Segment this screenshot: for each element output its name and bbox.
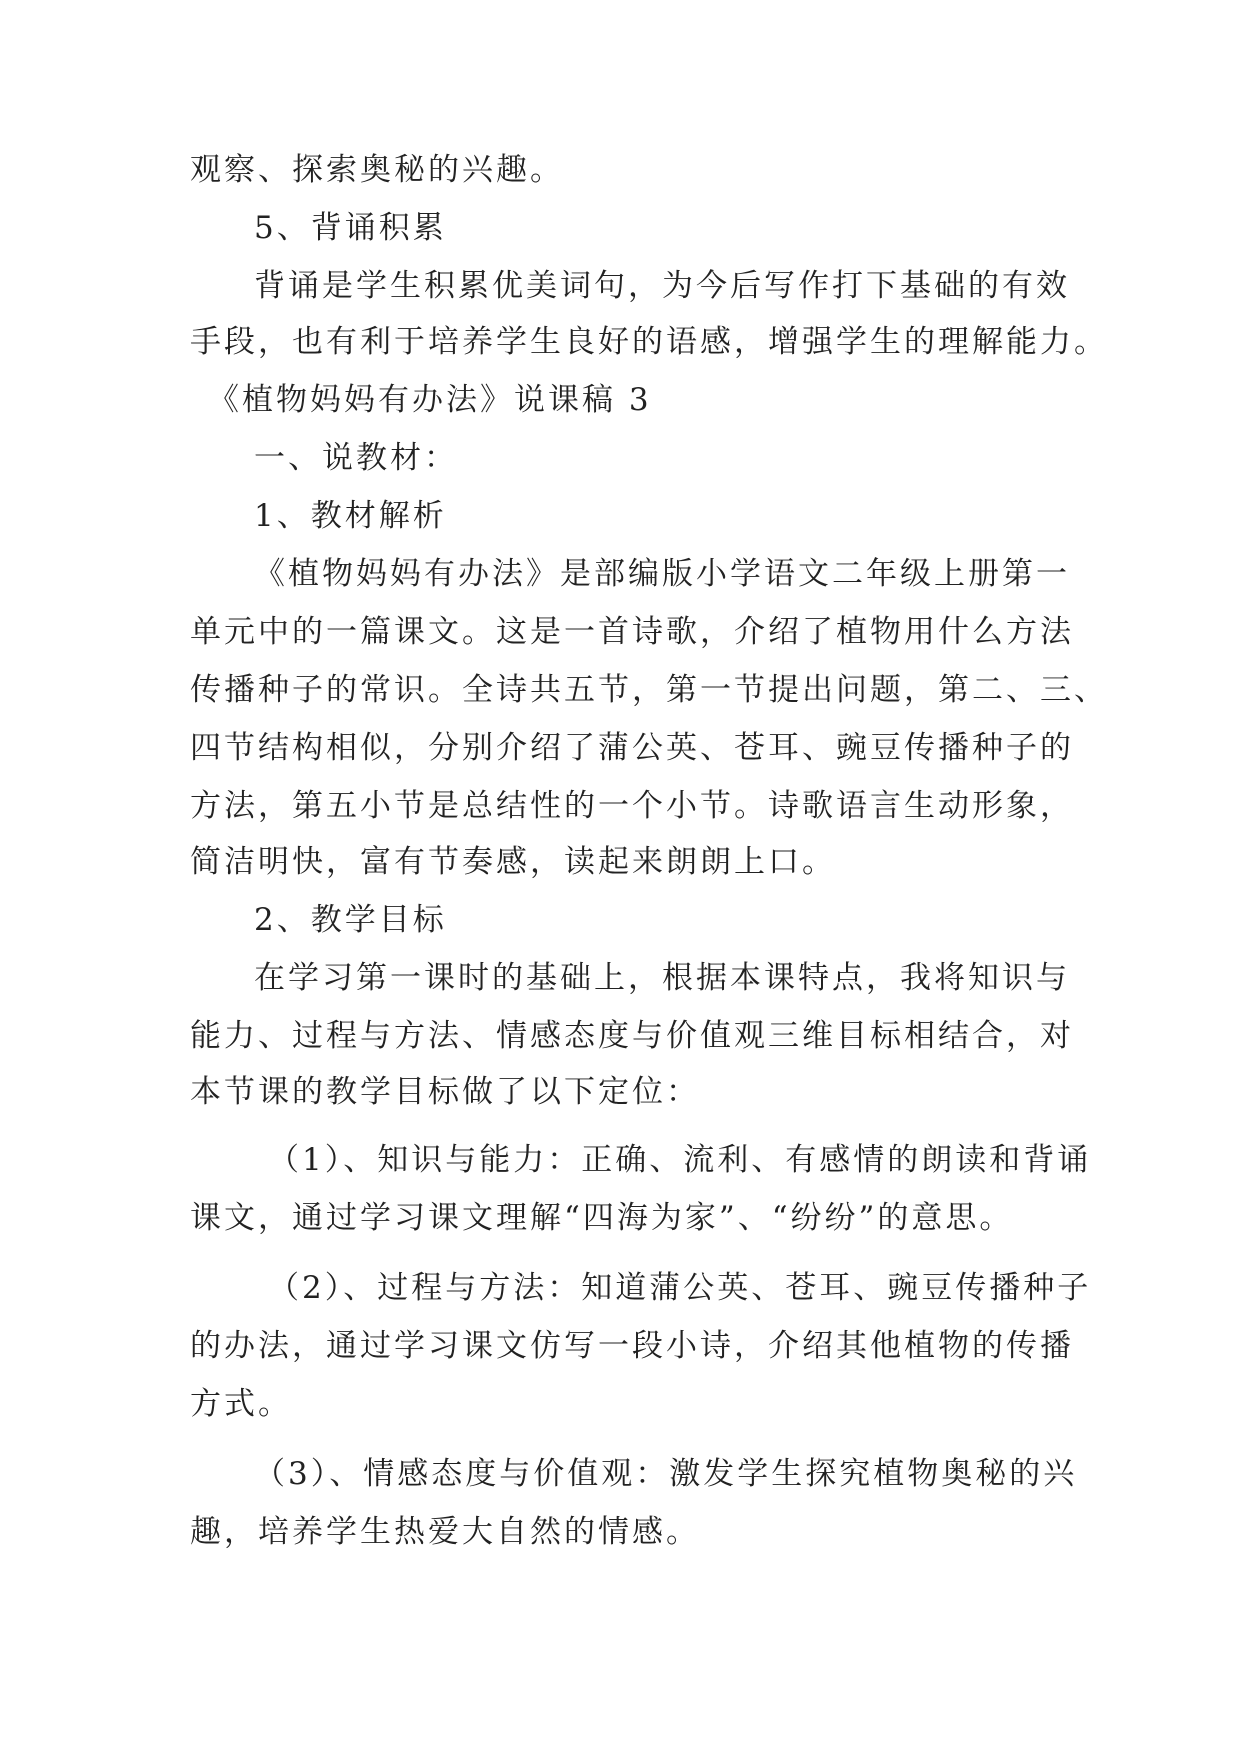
section-heading: 一、说教材： (254, 440, 458, 476)
paragraph-line: 在学习第一课时的基础上，根据本课特点，我将知识与 (254, 960, 1070, 996)
paragraph-line: 传播种子的常识。全诗共五节，第一节提出问题，第二、三、 (190, 672, 1108, 708)
paragraph-line: （3）、情感态度与价值观：激发学生探究植物奥秘的兴 (254, 1456, 1078, 1492)
paragraph-line: 四节结构相似，分别介绍了蒲公英、苍耳、豌豆传播种子的 (190, 730, 1074, 766)
paragraph-line: 《植物妈妈有办法》是部编版小学语文二年级上册第一 (254, 556, 1070, 592)
paragraph-line: （1）、知识与能力：正确、流利、有感情的朗读和背诵 (268, 1142, 1092, 1178)
paragraph-line: 趣，培养学生热爱大自然的情感。 (190, 1514, 700, 1550)
section-heading: 1、教材解析 (254, 498, 447, 534)
paragraph-line: 手段，也有利于培养学生良好的语感，增强学生的理解能力。 (190, 324, 1108, 360)
document-title: 《植物妈妈有办法》说课稿 3 (208, 382, 652, 418)
paragraph-line: 简洁明快，富有节奏感，读起来朗朗上口。 (190, 844, 836, 880)
section-heading: 5、背诵积累 (254, 210, 447, 246)
paragraph-line: 方法，第五小节是总结性的一个小节。诗歌语言生动形象， (190, 788, 1074, 824)
paragraph-line: 的办法，通过学习课文仿写一段小诗，介绍其他植物的传播 (190, 1328, 1074, 1364)
section-heading: 2、教学目标 (254, 902, 447, 938)
paragraph-line: 背诵是学生积累优美词句，为今后写作打下基础的有效 (254, 268, 1070, 304)
paragraph-line: 本节课的教学目标做了以下定位： (190, 1074, 700, 1110)
paragraph-line: 课文，通过学习课文理解“四海为家”、“纷纷”的意思。 (190, 1200, 1014, 1236)
paragraph-line: 能力、过程与方法、情感态度与价值观三维目标相结合，对 (190, 1018, 1074, 1054)
paragraph-line: （2）、过程与方法：知道蒲公英、苍耳、豌豆传播种子 (268, 1270, 1092, 1306)
text-line: 观察、探索奥秘的兴趣。 (190, 152, 564, 188)
paragraph-line: 方式。 (190, 1386, 292, 1422)
paragraph-line: 单元中的一篇课文。这是一首诗歌，介绍了植物用什么方法 (190, 614, 1074, 650)
